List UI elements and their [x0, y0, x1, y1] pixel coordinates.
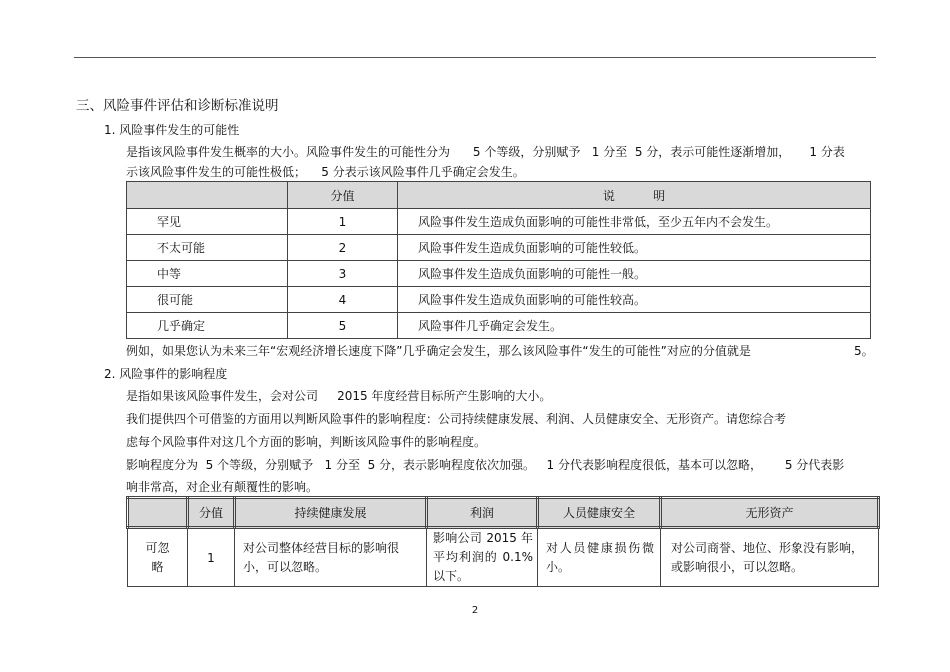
header-cell-blank: [128, 498, 188, 528]
score-cell: 4: [288, 287, 398, 313]
level-cell: [128, 528, 188, 587]
intangible-text: 对公司商誉、地位、形象没有影响，或影响很小，可以忽略。: [671, 540, 864, 574]
section-heading: 三、风险事件评估和诊断标准说明: [76, 98, 279, 114]
subsection-2-line-2: 我们提供四个可借鉴的方面用以判断风险事件的影响程度：公司持续健康发展、利润、人员健康安全、无形资产。请您综合考: [126, 412, 787, 426]
header-cell-safety: 人员健康安全: [538, 498, 661, 528]
header-cell-score: 分值: [188, 498, 235, 528]
table-row: [127, 287, 871, 313]
intangible-cell: [661, 528, 879, 587]
level-cell: 几乎确定: [127, 313, 288, 339]
table-row: [127, 209, 871, 235]
subsection-1-heading: 1. 风险事件发生的可能性: [104, 123, 240, 137]
score-cell: 3: [288, 261, 398, 287]
description-cell: 风险事件发生造成负面影响的可能性一般。: [398, 261, 871, 287]
likelihood-table: [126, 181, 871, 339]
impact-table-header: [128, 498, 879, 528]
header-cell-development: 持续健康发展: [235, 498, 427, 528]
table-row: [127, 261, 871, 287]
level-cell: 中等: [127, 261, 288, 287]
subsection-2-line-5: 响非常高，对企业有颠覆性的影响。: [126, 480, 319, 494]
score-cell: 2: [288, 235, 398, 261]
header-cell-intangible: 无形资产: [661, 498, 879, 528]
page-number: 2: [471, 605, 479, 616]
level-line-1: 可忽: [145, 540, 170, 555]
header-cell-description: 说 明: [398, 182, 871, 209]
likelihood-table-header: [127, 182, 871, 209]
subsection-2-heading: 2. 风险事件的影响程度: [104, 367, 228, 381]
safety-text: 对人员健康损伤微小。: [546, 540, 654, 574]
table-row: [128, 528, 879, 587]
description-cell: 风险事件发生造成负面影响的可能性较低。: [398, 235, 871, 261]
profit-text: 影响公司 2015 年平均利润的 0.1%以下。: [433, 531, 533, 583]
profit-cell: [427, 528, 538, 587]
header-rule: [74, 57, 876, 58]
safety-cell: [538, 528, 661, 587]
description-cell: 风险事件几乎确定会发生。: [398, 313, 871, 339]
level-cell: 不太可能: [127, 235, 288, 261]
score-cell: 1: [188, 528, 235, 587]
impact-table: [126, 496, 880, 587]
header-cell-blank: [127, 182, 288, 209]
description-cell: 风险事件发生造成负面影响的可能性非常低，至少五年内不会发生。: [398, 209, 871, 235]
subsection-2-line-1: 是指如果该风险事件发生，会对公司 2015 年度经营目标所产生影响的大小。: [126, 389, 552, 403]
subsection-1-paragraph-line-2: 示该风险事件发生的可能性极低； 5 分表示该风险事件几乎确定会发生。: [126, 165, 525, 179]
table-row: [127, 313, 871, 339]
level-cell: 很可能: [127, 287, 288, 313]
level-cell: 罕见: [127, 209, 288, 235]
score-cell: 5: [288, 313, 398, 339]
example-value: 5。: [854, 344, 874, 358]
table-row: [127, 235, 871, 261]
level-line-2: 略: [151, 559, 164, 574]
subsection-2-line-4: 影响程度分为 5 个等级，分别赋予 1 分至 5 分，表示影响程度依次加强。 1 分代表影响程度很低，基本可以忽略， 5 分代表影: [126, 458, 845, 472]
header-cell-score: 分值: [288, 182, 398, 209]
header-cell-profit: 利润: [427, 498, 538, 528]
development-text: 对公司整体经营目标的影响很小，可以忽略。: [243, 540, 400, 574]
subsection-2-line-3: 虑每个风险事件对这几个方面的影响，判断该风险事件的影响程度。: [126, 435, 487, 449]
subsection-1-paragraph-line-1: 是指该风险事件发生概率的大小。风险事件发生的可能性分为 5 个等级，分别赋予 1 分至 5 分，表示可能性逐渐增加， 1 分表: [126, 145, 845, 159]
description-cell: 风险事件发生造成负面影响的可能性较高。: [398, 287, 871, 313]
example-sentence: 例如，如果您认为未来三年“宏观经济增长速度下降”几乎确定会发生，那么该风险事件“发生的可能性”对应的分值就是: [126, 344, 751, 358]
score-cell: 1: [288, 209, 398, 235]
development-cell: [235, 528, 427, 587]
